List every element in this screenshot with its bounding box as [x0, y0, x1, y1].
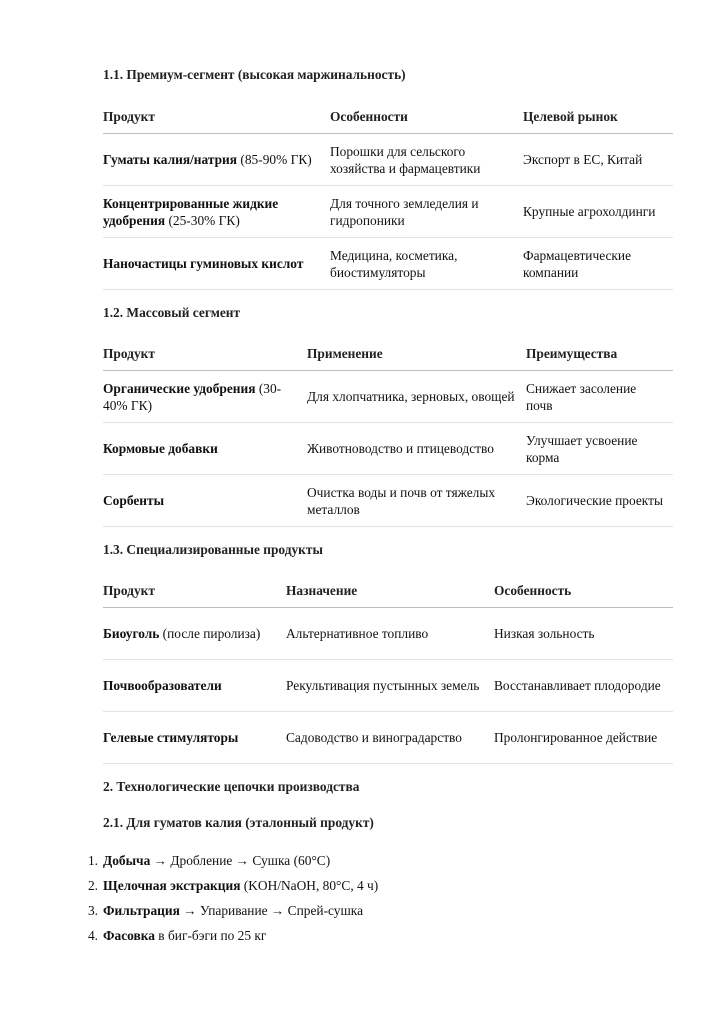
- table-row: [103, 475, 673, 527]
- advantage-cell: Улучшает усвоение корма: [526, 432, 638, 465]
- step-text: (KOH/NaOH, 80°C, 4 ч): [240, 878, 379, 893]
- column-header: Продукт: [103, 109, 155, 124]
- table-row: [103, 712, 673, 764]
- table-row: [103, 186, 673, 238]
- column-header: Продукт: [103, 346, 155, 361]
- step-title: Щелочная экстракция: [103, 878, 241, 893]
- step-title: Добыча: [103, 853, 151, 868]
- column-header: Применение: [307, 346, 383, 361]
- application-cell: Для хлопчатника, зерновых, овощей: [307, 389, 515, 404]
- table-header-row: [103, 574, 673, 608]
- column-header: Назначение: [286, 583, 358, 598]
- application-cell: Животноводство и птицеводство: [307, 441, 494, 456]
- product-name: Почвообразователи: [103, 678, 222, 693]
- feature-cell: Медицина, косметика, биостимуляторы: [330, 247, 458, 280]
- list-item: [87, 898, 673, 923]
- table-row: [103, 134, 673, 186]
- table-row: [103, 423, 673, 475]
- advantage-cell: Экологические проекты: [526, 493, 663, 508]
- list-item: [87, 923, 673, 948]
- column-header: Целевой рынок: [523, 109, 618, 124]
- step-title: Фасовка: [103, 928, 155, 943]
- product-note: (85-90% ГК): [237, 152, 312, 167]
- purpose-cell: Садоводство и виноградарство: [286, 730, 462, 745]
- section-2-title: 2. Технологические цепочки производства: [103, 779, 360, 794]
- table-row: [103, 371, 673, 423]
- step-text: → Упаривание → Спрей-сушка: [179, 903, 364, 918]
- advantage-cell: Снижает засоление почв: [526, 380, 637, 413]
- list-item: [87, 873, 673, 898]
- market-cell: Крупные агрохолдинги: [523, 204, 656, 219]
- feature-cell: Пролонгированное действие: [494, 730, 658, 745]
- specialized-products-table: [103, 574, 673, 764]
- product-cell: [103, 371, 307, 423]
- step-text: в биг-бэги по 25 кг: [154, 928, 267, 943]
- table-header-row: [103, 100, 673, 134]
- product-cell: [103, 186, 330, 238]
- product-cell: [103, 712, 286, 764]
- table-row: [103, 660, 673, 712]
- product-name: Концентрированные жидкие удобрения: [103, 195, 279, 228]
- section-1-2-title: 1.2. Массовый сегмент: [103, 305, 241, 320]
- product-name: Сорбенты: [103, 493, 165, 508]
- column-header: Особенность: [494, 583, 572, 598]
- step-title: Фильтрация: [103, 903, 180, 918]
- product-note: (30-40% ГК): [103, 380, 282, 413]
- step-text: → Дробление → Сушка (60°C): [150, 853, 331, 868]
- market-cell: Фармацевтические компании: [523, 247, 632, 280]
- market-cell: Экспорт в ЕС, Китай: [523, 152, 643, 167]
- column-header: Особенности: [330, 109, 408, 124]
- product-name: Гелевые стимуляторы: [103, 730, 239, 745]
- section-2-1-title: 2.1. Для гуматов калия (эталонный продукт): [103, 815, 374, 830]
- application-cell: Очистка воды и почв от тяжелых металлов: [307, 484, 496, 517]
- feature-cell: Восстанавливает плодородие: [494, 678, 661, 693]
- step-number: 2.: [87, 878, 98, 893]
- purpose-cell: Альтернативное топливо: [286, 626, 429, 641]
- step-number: 1.: [87, 853, 98, 868]
- section-1-3-title: 1.3. Специализированные продукты: [103, 542, 323, 557]
- purpose-cell: Рекультивация пустынных земель: [286, 678, 480, 693]
- product-cell: [103, 660, 286, 712]
- mass-segment-table: [103, 337, 673, 527]
- product-name: Биоуголь: [103, 626, 160, 641]
- product-cell: [103, 134, 330, 186]
- product-cell: [103, 238, 330, 290]
- feature-cell: Для точного земледелия и гидропоники: [330, 195, 479, 228]
- product-name: Гуматы калия/натрия: [103, 152, 238, 167]
- step-number: 4.: [87, 928, 98, 943]
- step-number: 3.: [87, 903, 98, 918]
- table-header-row: [103, 337, 673, 371]
- product-cell: [103, 423, 307, 475]
- table-row: [103, 238, 673, 290]
- product-cell: [103, 608, 286, 660]
- premium-segment-table: [103, 100, 673, 290]
- product-cell: [103, 475, 307, 527]
- table-row: [103, 608, 673, 660]
- product-name: Наночастицы гуминовых кислот: [103, 256, 304, 271]
- production-steps-list: [87, 848, 673, 948]
- section-1-1-title: 1.1. Премиум-сегмент (высокая маржинальность): [103, 67, 406, 82]
- column-header: Продукт: [103, 583, 155, 598]
- feature-cell: Порошки для сельского хозяйства и фармацевтики: [330, 143, 481, 176]
- product-name: Органические удобрения: [103, 380, 256, 396]
- product-note: (25-30% ГК): [165, 212, 240, 228]
- product-note: (после пиролиза): [159, 626, 261, 641]
- column-header: Преимущества: [526, 346, 618, 361]
- list-item: [87, 848, 673, 873]
- feature-cell: Низкая зольность: [494, 626, 595, 641]
- product-name: Кормовые добавки: [103, 441, 218, 456]
